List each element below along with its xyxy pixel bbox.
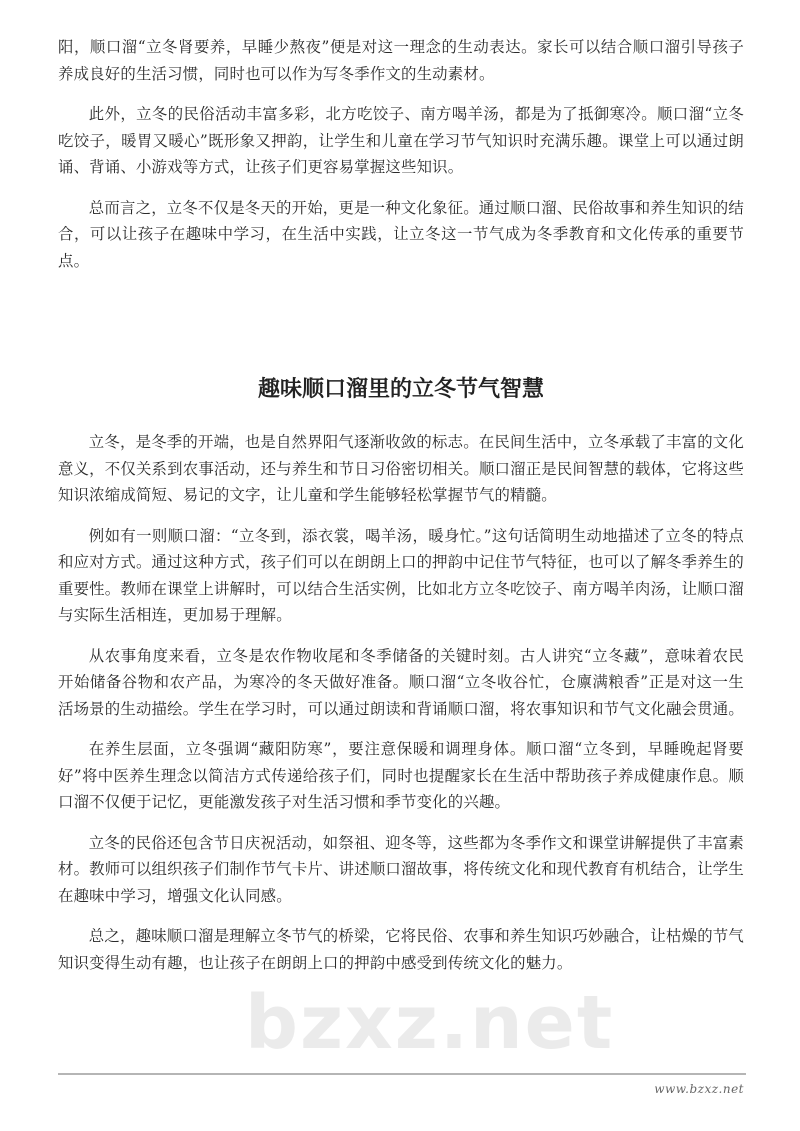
paragraph: 此外，立冬的民俗活动丰富多彩，北方吃饺子、南方喝羊汤，都是为了抵御寒冷。顺口溜“立冬吃饺子，暖胃又暖心”既形象又押韵，让学生和儿童在学习节气知识时充满乐趣。课堂上可以通过朗诵、背诵、小游戏等方式，让孩子们更容易掌握这些知识。 — [58, 105, 744, 176]
paragraph: 从农事角度来看，立冬是农作物收尾和冬季储备的关键时刻。古人讲究“立冬藏”，意味着农民开始储备谷物和农产品，为寒冷的冬天做好准备。顺口溜“立冬收谷忙，仓廪满粮香”正是对这一生活场景的生动描绘。学生在学习时，可以通过朗读和背诵顺口溜，将农事知识和节气文化融会贯通。 — [58, 646, 744, 718]
paragraph: 立冬，是冬季的开端，也是自然界阳气逐渐收敛的标志。在民间生活中，立冬承载了丰富的文化意义，不仅关系到农事活动，还与养生和节日习俗密切相关。顺口溜正是民间智慧的载体，它将这些知识浓缩成简短、易记的文字，让儿童和学生能够轻松掌握节气的精髓。 — [58, 433, 744, 504]
footer-url: www.bzxz.net — [654, 1082, 744, 1096]
paragraph: 在养生层面，立冬强调“藏阳防寒”，要注意保暖和调理身体。顺口溜“立冬到，早睡晚起肾要好”将中医养生理念以简洁方式传递给孩子们，同时也提醒家长在生活中帮助孩子养成健康作息。顺口溜不仅便于记忆，更能激发孩子对生活习惯和季节变化的兴趣。 — [58, 740, 744, 811]
article — [58, 372, 744, 990]
footer-divider — [58, 1073, 746, 1075]
paragraph: 例如有一则顺口溜：“立冬到，添衣裳，喝羊汤，暖身忙。”这句话简明生动地描述了立冬的特点和应对方式。通过这种方式，孩子们可以在朗朗上口的押韵中记住节气特征，也可以了解冬季养生的重要性。教师在课堂上讲解时，可以结合生活实例，比如北方立冬吃饺子、南方喝羊肉汤，让顺口溜与实际生活相连，更加易于理解。 — [58, 526, 744, 624]
watermark: bzxz.net — [245, 980, 615, 1066]
previous-article-continuation — [58, 34, 744, 288]
paragraph: 立冬的民俗还包含节日庆祝活动，如祭祖、迎冬等，这些都为冬季作文和课堂讲解提供了丰富素材。教师可以组织孩子们制作节气卡片、讲述顺口溜故事，将传统文化和现代教育有机结合，让学生在趣味中学习，增强文化认同感。 — [58, 833, 744, 905]
paragraph: 总之，趣味顺口溜是理解立冬节气的桥梁，它将民俗、农事和养生知识巧妙融合，让枯燥的节气知识变得生动有趣，也让孩子在朗朗上口的押韵中感受到传统文化的魅力。 — [58, 927, 744, 972]
paragraph: 阳，顺口溜“立冬肾要养，早睡少熬夜”便是对这一理念的生动表达。家长可以结合顺口溜引导孩子养成良好的生活习惯，同时也可以作为写冬季作文的生动素材。 — [58, 38, 744, 83]
article-title: 趣味顺口溜里的立冬节气智慧 — [257, 377, 544, 402]
paragraph: 总而言之，立冬不仅是冬天的开始，更是一种文化象征。通过顺口溜、民俗故事和养生知识的结合，可以让孩子在趣味中学习，在生活中实践，让立冬这一节气成为冬季教育和文化传承的重要节点。 — [58, 198, 744, 270]
